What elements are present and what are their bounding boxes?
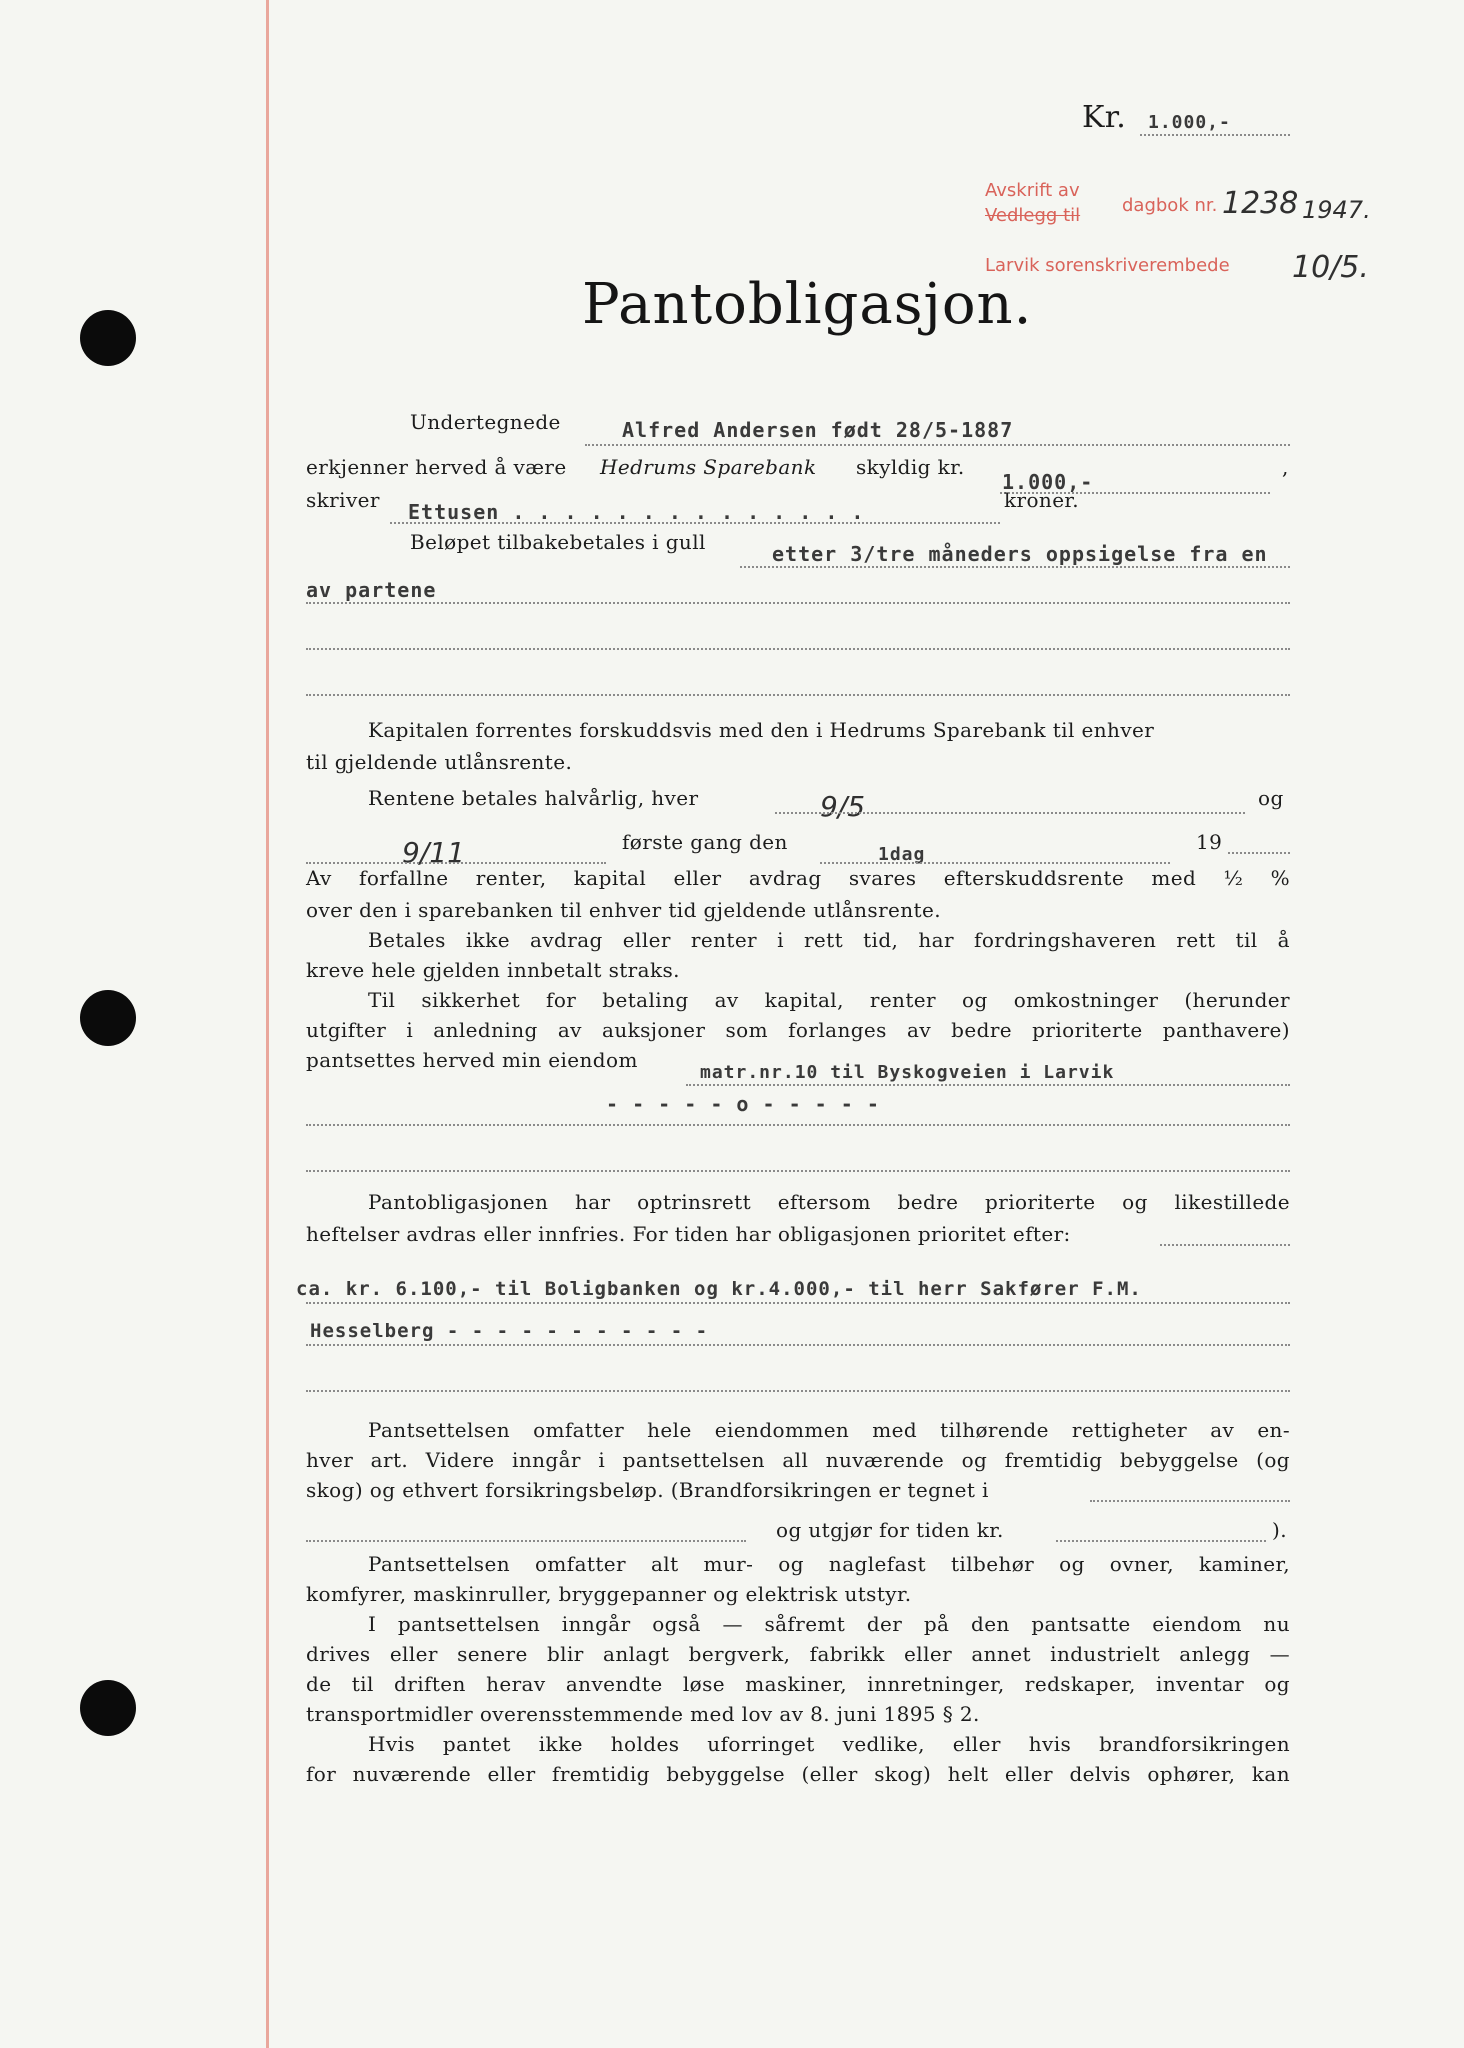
amount-words: Ettusen . . . . . . . . . . . . . . [408,500,865,524]
priority-line-1: Pantobligasjonen har optrinsrett eftersom bedre prioriterte og likestillede [368,1190,1290,1214]
year-prefix: 19 [1196,830,1223,854]
scope-dotline-3 [1056,1540,1266,1542]
priority-typed-1: ca. kr. 6.100,- til Boligbanken og kr.4.000,- til herr Sakfører F.M. [296,1278,1142,1300]
property-dotline-2 [306,1124,1290,1126]
repayment-dotline-2 [306,602,1290,604]
punch-hole-bottom [80,1680,136,1736]
fixtures-line-2: komfyrer, maskinruller, bryggepanner og elektrisk utstyr. [306,1582,912,1606]
repayment-terms-1: etter 3/tre måneders oppsigelse fra en [772,542,1268,566]
stamp-vedlegg: Vedlegg til [985,205,1081,226]
date2-dotline [306,862,606,864]
priority-dotline-1 [1160,1244,1290,1246]
dagbok-year: 1947. [1302,196,1371,224]
forste-dotline [820,862,1170,864]
security-line-2: utgifter i anledning av auksjoner som forlanges av bedre prioriterte panthavere) [306,1018,1290,1042]
property-dotline [686,1084,1290,1086]
industrial-line-2: drives eller senere blir anlagt bergverk, fabrikk eller annet industrielt anlegg — [306,1642,1290,1666]
scope-line-1: Pantsettelsen omfatter hele eiendommen med tilhørende rettigheter av en- [368,1418,1290,1442]
year-dotline [1228,852,1290,854]
scope-line-4: og utgjør for tiden kr. [776,1518,1004,1542]
kroner-label: kroner. [1004,488,1079,512]
industrial-line-1: I pantsettelsen inngår også — såfremt der på den pantsatte eiendom nu [368,1612,1290,1636]
security-line-3: pantsettes herved min eiendom [306,1048,638,1072]
repayment-dotline-3 [306,648,1290,650]
repayment-terms-2: av partene [306,578,437,602]
interest-late-line-1: Av forfallne renter, kapital eller avdrag svares efterskuddsrente med ½ % [306,866,1290,890]
words-dotline [390,522,1000,524]
stamp-office: Larvik sorenskriverembede [985,255,1230,276]
priority-line-2: heftelser avdras eller innfries. For tiden har obligasjonen prioritet efter: [306,1222,1071,1246]
document-title: Pantobligasjon. [582,272,1033,337]
debt-amount: 1.000,- [1002,470,1094,494]
priority-dotline-4 [306,1390,1290,1392]
scope-dotline-1 [1090,1500,1290,1502]
default-line-2: kreve hele gjelden innbetalt straks. [306,958,680,982]
scope-close: ). [1272,1518,1287,1542]
debtor-name: Alfred Andersen født 28/5-1887 [622,418,1014,442]
margin-line [266,0,269,2048]
payment-date-1: 9/5 [820,790,866,823]
interest-line-1: Kapitalen forrentes forskuddsvis med den i Hedrums Sparebank til enhver [368,718,1155,742]
industrial-line-3: de til driften herav anvendte løse maskiner, innretninger, redskaper, inventar og [306,1672,1290,1696]
maintenance-line-1: Hvis pantet ikke holdes uforringet vedlike, eller hvis brandforsikringen [368,1732,1290,1756]
security-line-1: Til sikkerhet for betaling av kapital, renter og omkostninger (herunder [368,988,1290,1012]
scope-line-2: hver art. Videre inngår i pantsettelsen all nuværende og fremtidig bebyggelse (og [306,1448,1290,1472]
stamp-avskrift: Avskrift av [985,180,1080,201]
punch-hole-middle [80,990,136,1046]
repayment-label: Beløpet tilbakebetales i gull [410,530,706,554]
repayment-dotline-1 [740,566,1290,568]
bank-name: Hedrums Sparebank [600,455,817,479]
property-dotline-3 [306,1170,1290,1172]
industrial-line-4: transportmidler overensstemmende med lov av 8. juni 1895 § 2. [306,1702,980,1726]
interest-line-2: til gjeldende utlånsrente. [306,750,573,774]
payment-date-2: 9/11 [402,836,465,869]
repayment-dotline-4 [306,694,1290,696]
kr-dotline [1140,134,1290,136]
name-dotline [585,444,1290,446]
scope-dotline-2 [306,1540,746,1542]
erkjenner-text-a: erkjenner herved å være [306,455,567,479]
stamp-date: 10/5. [1292,250,1369,285]
property-separator: - - - - - o - - - - - [606,1092,880,1116]
date1-dotline [775,812,1245,814]
og-label: og [1258,786,1284,810]
scope-line-3: skog) og ethvert forsikringsbeløp. (Brandforsikringen er tegnet i [306,1478,989,1502]
skriver-label: skriver [306,488,380,512]
halvarlig-label: Rentene betales halvårlig, hver [368,786,699,810]
erkjenner-text-b: skyldig kr. [856,455,965,479]
priority-typed-2: Hesselberg - - - - - - - - - - - [310,1320,709,1342]
debt-comma: , [1282,455,1289,479]
fixtures-line-1: Pantsettelsen omfatter alt mur- og naglefast tilbehør og ovner, kaminer, [368,1552,1290,1576]
punch-hole-top [80,310,136,366]
priority-dotline-2 [306,1302,1290,1304]
property-description: matr.nr.10 til Byskogveien i Larvik [700,1062,1115,1083]
kr-amount: 1.000,- [1148,112,1231,133]
kr-prefix: Kr. [1082,100,1127,135]
interest-late-line-2: over den i sparebanken til enhver tid gjeldende utlånsrente. [306,898,941,922]
priority-dotline-3 [306,1344,1290,1346]
forste-gang-value: 1dag [878,844,926,865]
default-line-1: Betales ikke avdrag eller renter i rett tid, har fordringshaveren rett til å [368,928,1290,952]
undertegnede-label: Undertegnede [410,410,561,434]
forste-gang-label: første gang den [622,830,788,854]
maintenance-line-2: for nuværende eller fremtidig bebyggelse (eller skog) helt eller delvis ophører, kan [306,1762,1290,1786]
dagbok-number: 1238 [1222,186,1299,221]
stamp-dagbok: dagbok nr. [1122,195,1218,216]
